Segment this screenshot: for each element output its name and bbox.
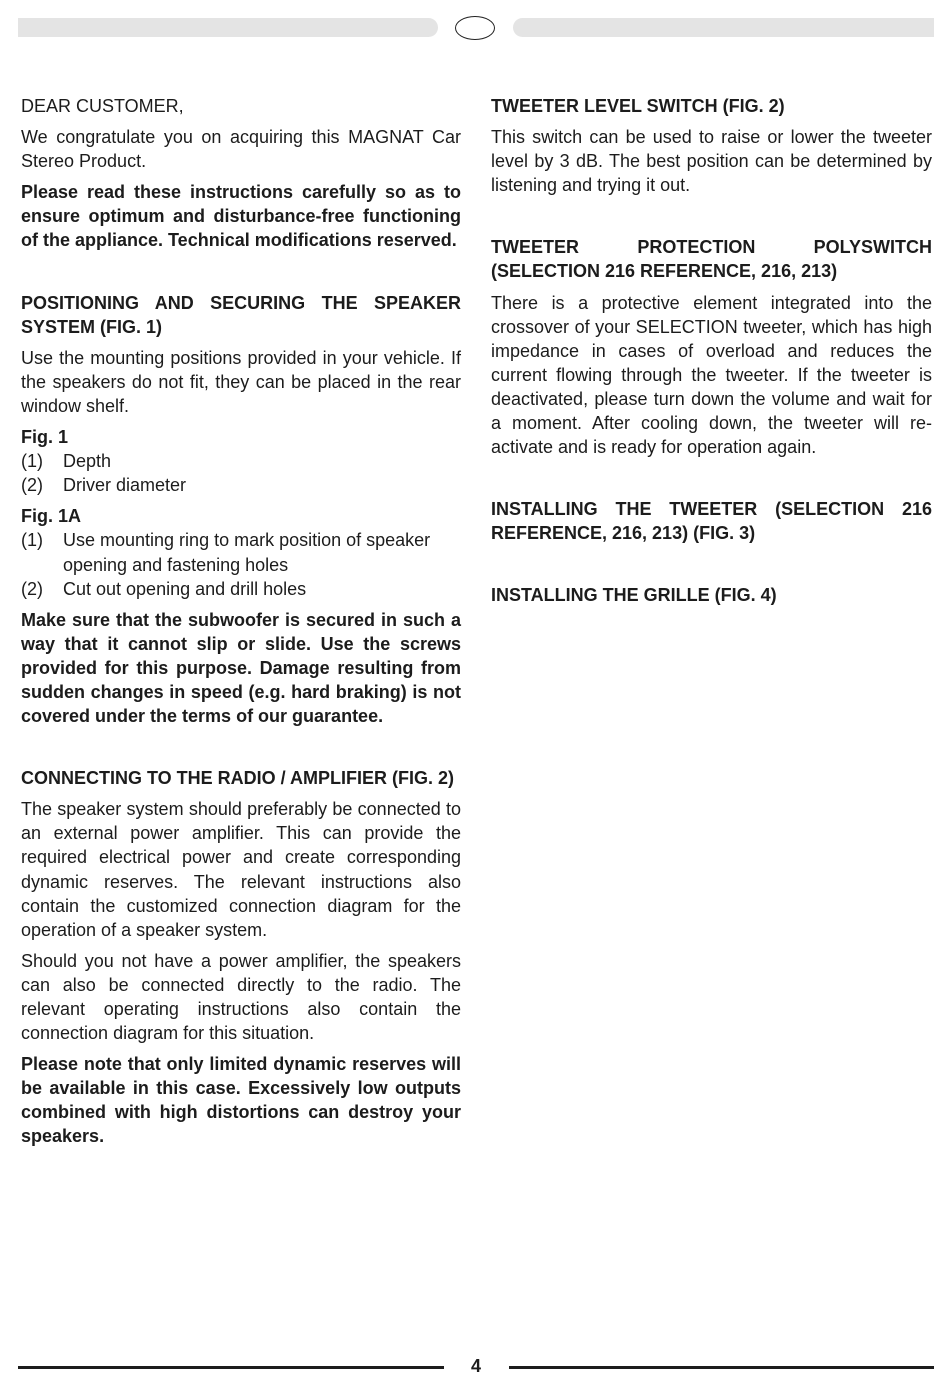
page-number: 4 bbox=[470, 1356, 481, 1376]
subwoofer-warning: Make sure that the subwoofer is secured in such a way that it cannot slip or slide. Use the screws provided for this purpose. Damage resulting from sudden changes in speed (e.g. hard braking) is not covered under the terms of our guarantee. bbox=[21, 609, 461, 727]
intro-paragraph: We congratulate you on acquiring this MAGNAT Car Stereo Product. bbox=[21, 127, 461, 172]
list-item-number: (1) bbox=[21, 530, 43, 551]
left-column bbox=[21, 94, 461, 1156]
section-heading-tweeter-protection: TWEETER PROTECTION POLYSWITCH (SELECTION 216 REFERENCE, 216, 213) bbox=[491, 237, 932, 282]
list-item-text: Depth bbox=[63, 451, 112, 472]
right-column bbox=[491, 94, 932, 615]
dynamic-reserves-warning: Please note that only limited dynamic reserves will be available in this case. Excessively low outputs combined with high distortions can destroy your speakers. bbox=[21, 1054, 461, 1147]
section-heading-installing-tweeter: INSTALLING THE TWEETER (SELECTION 216 REFERENCE, 216, 213) (FIG. 3) bbox=[491, 499, 932, 544]
list-item-text: Cut out opening and drill holes bbox=[63, 578, 307, 599]
section-heading-connecting: CONNECTING TO THE RADIO / AMPLIFIER (FIG. 2) bbox=[21, 768, 455, 789]
connecting-paragraph-2: Should you not have a power amplifier, the speakers can also be connected directly to the radio. The relevant operating instructions also contain the connection diagram for this situation. bbox=[21, 950, 461, 1044]
footer-rule-left bbox=[18, 1366, 444, 1369]
tweeter-level-paragraph: This switch can be used to raise or lower the tweeter level by 3 dB. The best position can be determined by listening and trying it out. bbox=[491, 127, 932, 196]
section-heading-installing-grille: INSTALLING THE GRILLE (FIG. 4) bbox=[491, 585, 777, 606]
notice-paragraph: Please read these instructions carefully so as to ensure optimum and disturbance-free functioning of the appliance. Technical modifications reserved. bbox=[21, 182, 461, 251]
list-item bbox=[21, 577, 461, 601]
list-item-number: (2) bbox=[21, 475, 43, 496]
greeting: DEAR CUSTOMER, bbox=[21, 96, 184, 116]
list-item-text: Use mounting ring to mark position of speaker opening and fastening holes bbox=[63, 530, 431, 575]
section-heading-positioning: POSITIONING AND SECURING THE SPEAKER SYSTEM (FIG. 1) bbox=[21, 292, 461, 337]
section-heading-tweeter-level: TWEETER LEVEL SWITCH (FIG. 2) bbox=[491, 96, 785, 116]
header-bar-left bbox=[18, 18, 438, 37]
fig1a-list bbox=[21, 528, 461, 600]
list-item bbox=[21, 449, 461, 473]
fig1-title: Fig. 1 bbox=[21, 427, 69, 448]
header-bar-right bbox=[513, 18, 934, 37]
tweeter-protection-paragraph: There is a protective element integrated into the crossover of your SELECTION tweeter, which has high impedance in cases of overload and reduces the current flowing through the tweeter. If the tweeter is deactivated, please turn down the volume and wait for a moment. After cooling down, the tweeter will re-activate and is ready for operation again. bbox=[491, 292, 932, 458]
list-item-number: (1) bbox=[21, 451, 43, 472]
footer-rule-right bbox=[509, 1366, 934, 1369]
list-item bbox=[21, 473, 461, 497]
list-item bbox=[21, 528, 461, 576]
language-badge bbox=[455, 16, 495, 40]
positioning-paragraph: Use the mounting positions provided in your vehicle. If the speakers do not fit, they can be placed in the rear window shelf. bbox=[21, 347, 461, 416]
fig1a-title: Fig. 1A bbox=[21, 506, 82, 527]
fig1-list bbox=[21, 449, 461, 497]
connecting-paragraph-1: The speaker system should preferably be connected to an external power amplifier. This can provide the required electrical power and create corresponding dynamic reserves. The relevant instructions also contain the customized connection diagram for the operation of a speaker system. bbox=[21, 799, 461, 940]
list-item-text: Driver diameter bbox=[63, 475, 187, 496]
list-item-number: (2) bbox=[21, 578, 43, 599]
